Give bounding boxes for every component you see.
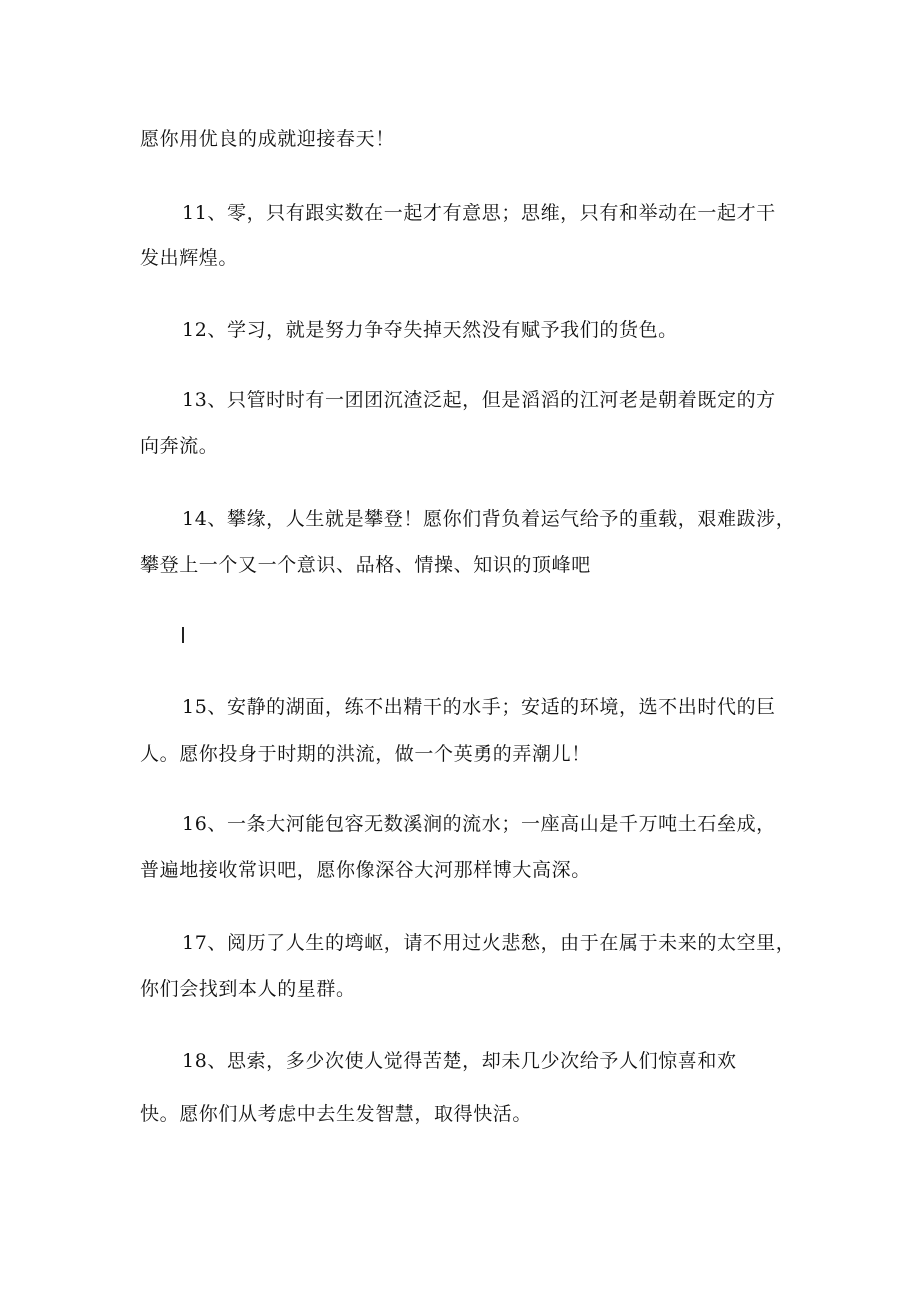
paragraph-13-line-2: 向奔流。 [140, 435, 219, 457]
paragraph-18-line-1: 18、思索，多少次使人觉得苦楚，却未几少次给予人们惊喜和欢 [182, 1050, 737, 1072]
paragraph-11-line-1: 11、零，只有跟实数在一起才有意思；思维，只有和举动在一起才干 [182, 202, 776, 224]
paragraph-17-line-2: 你们会找到本人的星群。 [140, 978, 356, 1000]
paragraph-15-line-2: 人。愿你投身于时期的洪流，做一个英勇的弄潮儿！ [140, 743, 591, 765]
paragraph-15-line-1: 15、安静的湖面，练不出精干的水手；安适的环境，选不出时代的巨 [182, 696, 776, 718]
text-line: 愿你用优良的成就迎接春天！ [140, 128, 395, 150]
paragraph-16-line-2: 普遍地接收常识吧，愿你像深谷大河那样博大高深。 [140, 859, 591, 881]
text-cursor [182, 627, 184, 643]
paragraph-18-line-2: 快。愿你们从考虑中去生发智慧，取得快活。 [140, 1103, 533, 1125]
paragraph-12-line-1: 12、学习，就是努力争夺失掉天然没有赋予我们的货色。 [182, 319, 678, 341]
paragraph-17-line-1: 17、阅历了人生的塆岖，请不用过火悲愁，由于在属于未来的太空里， [182, 932, 796, 954]
paragraph-14-line-2: 攀登上一个又一个意识、品格、情操、知识的顶峰吧 [140, 554, 591, 576]
paragraph-11-line-2: 发出辉煌。 [140, 247, 239, 269]
paragraph-14-line-1: 14、攀缘，人生就是攀登！愿你们背负着运气给予的重载，艰难跋涉， [182, 508, 796, 530]
paragraph-13-line-1: 13、只管时时有一团团沉渣泛起，但是滔滔的江河老是朝着既定的方 [182, 389, 776, 411]
paragraph-16-line-1: 16、一条大河能包容无数溪涧的流水；一座高山是千万吨土石垒成， [182, 813, 776, 835]
